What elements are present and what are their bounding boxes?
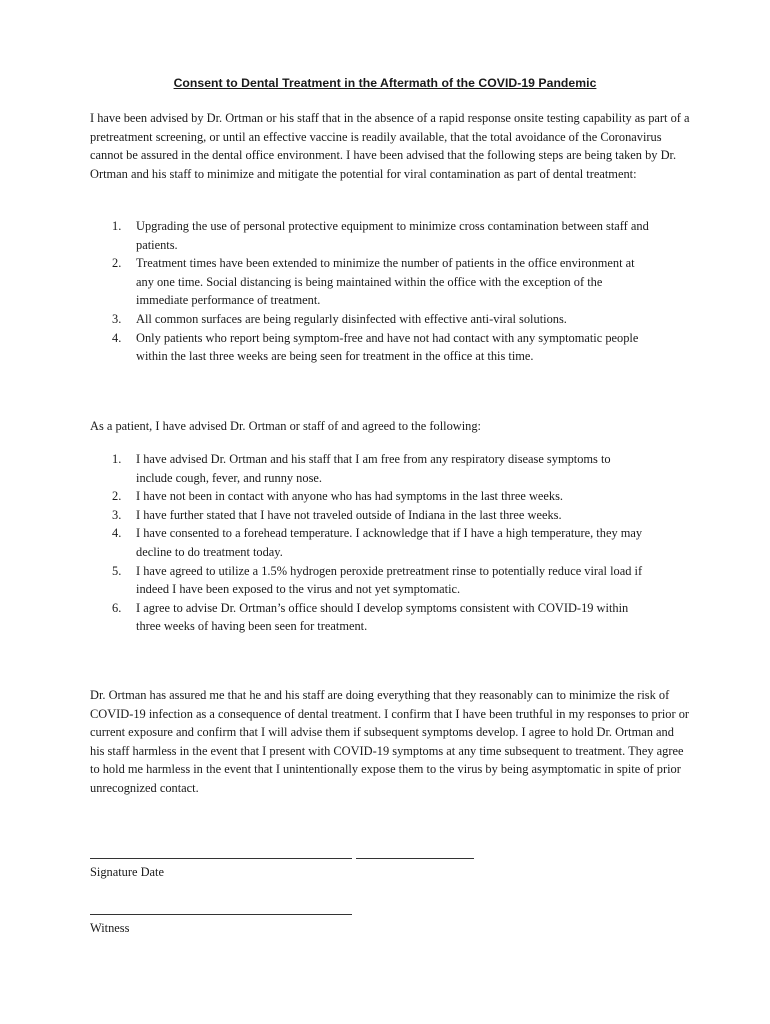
list-item-text: I agree to advise Dr. Ortman’s office should I develop symptoms consistent with COVID-19 within three weeks of having been seen for treatment. bbox=[136, 600, 629, 634]
list-number: 3. bbox=[112, 311, 122, 326]
list-item-text: I have advised Dr. Ortman and his staff that I am free from any respiratory disease symptoms to include cough, fever, and runny nose. bbox=[136, 452, 611, 485]
list-item bbox=[90, 310, 650, 329]
list-item-text: Upgrading the use of personal protective equipment to minimize cross contamination between staff and patients. bbox=[136, 219, 649, 252]
patient-agreements-list bbox=[90, 450, 650, 636]
list-number: 6. bbox=[112, 600, 122, 615]
list-number: 4. bbox=[112, 526, 122, 541]
witness-line[interactable] bbox=[90, 914, 352, 915]
list-item bbox=[90, 524, 650, 561]
list-item-text: I have further stated that I have not traveled outside of Indiana in the last three weeks. bbox=[136, 507, 562, 522]
signature-line[interactable] bbox=[90, 858, 352, 859]
patient-intro-paragraph: As a patient, I have advised Dr. Ortman or staff of and agreed to the following: bbox=[90, 419, 481, 433]
document-title: Consent to Dental Treatment in the Aftermath of the COVID-19 Pandemic bbox=[173, 76, 597, 90]
list-item-text: I have agreed to utilize a 1.5% hydrogen peroxide pretreatment rinse to potentially reduce viral load if indeed I have been exposed to the virus and not yet symptomatic. bbox=[136, 563, 643, 597]
signature-date-label: Signature Date bbox=[90, 865, 164, 879]
list-item bbox=[90, 254, 650, 310]
date-line[interactable] bbox=[356, 858, 474, 859]
witness-label: Witness bbox=[90, 921, 130, 935]
list-item bbox=[90, 599, 650, 636]
list-item-text: All common surfaces are being regularly disinfected with effective anti-viral solutions. bbox=[136, 311, 567, 326]
list-number: 5. bbox=[112, 563, 122, 578]
list-number: 2. bbox=[112, 256, 122, 271]
list-item bbox=[90, 450, 650, 487]
list-item-text: I have consented to a forehead temperature. I acknowledge that if I have a high temperature, they may decline to do treatment today. bbox=[136, 526, 643, 559]
closing-paragraph: Dr. Ortman has assured me that he and his staff are doing everything that they reasonably can to minimize the risk of COVID-19 infection as a consequence of dental treatment. I confirm that I have been truthful in my responses to prior or current exposure and confirm that I will advise them if subsequent symptoms develop. I agree to hold Dr. Ortman and his staff harmless in the event that I present with COVID-19 symptoms at any time subsequent to treatment. They agree to hold me harmless in the event that I unintentionally expose them to the virus by being asymptomatic in spite of prior unrecognized contact. bbox=[90, 688, 690, 795]
list-item bbox=[90, 562, 650, 599]
list-item-text: Only patients who report being symptom-free and have not had contact with any symptomatic people within the last three weeks are being seen for treatment in the office at this time. bbox=[136, 330, 639, 364]
list-item-text: I have not been in contact with anyone who has had symptoms in the last three weeks. bbox=[136, 489, 564, 504]
list-item-text: Treatment times have been extended to minimize the number of patients in the office environment at any one time. Social distancing is being maintained within the office with the exception of the immediate performance of treatment. bbox=[136, 256, 635, 308]
list-item bbox=[90, 487, 650, 506]
list-number: 2. bbox=[112, 489, 122, 504]
list-item bbox=[90, 329, 650, 366]
list-item bbox=[90, 217, 650, 254]
list-number: 4. bbox=[112, 330, 122, 345]
list-item bbox=[90, 506, 650, 525]
list-number: 1. bbox=[112, 452, 122, 466]
intro-paragraph: I have been advised by Dr. Ortman or his staff that in the absence of a rapid response onsite testing capability as part of a pretreatment screening, or until an effective vaccine is readily available, that the total avoidance of the Coronavirus cannot be assured in the dental office environment. I have been advised that the following steps are being taken by Dr. Ortman and his staff to minimize and mitigate the potential for viral contamination as part of dental treatment: bbox=[90, 111, 690, 181]
list-number: 3. bbox=[112, 507, 122, 522]
list-number: 1. bbox=[112, 219, 122, 233]
safety-steps-list bbox=[90, 217, 650, 366]
